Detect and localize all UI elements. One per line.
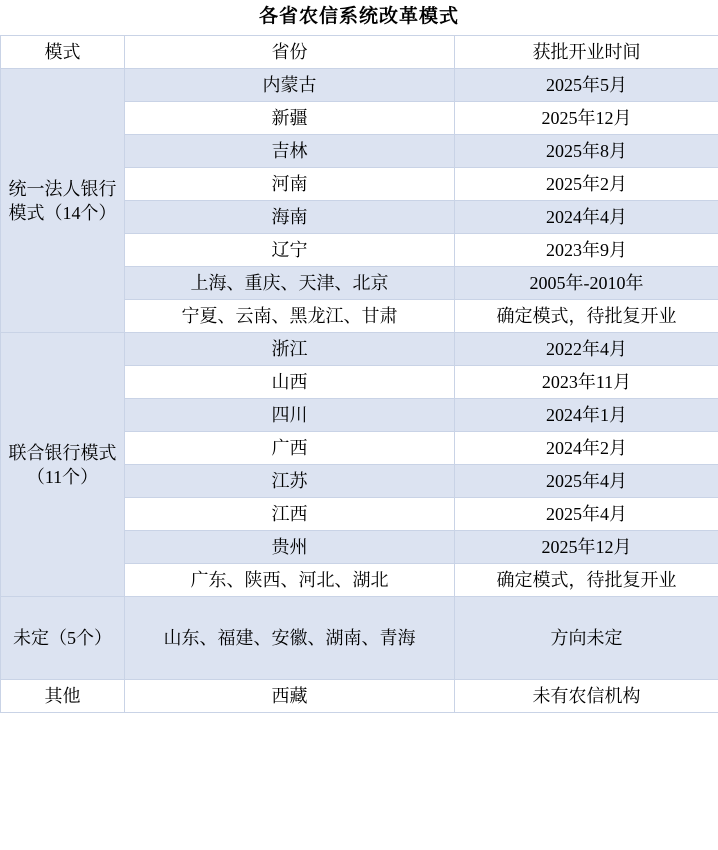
cell-province: 山西 bbox=[125, 366, 455, 399]
cell-province: 广东、陕西、河北、湖北 bbox=[125, 564, 455, 597]
cell-province: 山东、福建、安徽、湖南、青海 bbox=[125, 597, 455, 680]
cell-province: 海南 bbox=[125, 201, 455, 234]
group-label-union-bank: 联合银行模式（11个） bbox=[1, 333, 125, 597]
cell-time: 2005年-2010年 bbox=[455, 267, 718, 300]
cell-time: 2024年1月 bbox=[455, 399, 718, 432]
cell-time: 2025年12月 bbox=[455, 531, 718, 564]
cell-time: 未有农信机构 bbox=[455, 680, 718, 713]
cell-province: 贵州 bbox=[125, 531, 455, 564]
cell-province: 辽宁 bbox=[125, 234, 455, 267]
cell-province: 江西 bbox=[125, 498, 455, 531]
cell-time: 2025年8月 bbox=[455, 135, 718, 168]
table-row bbox=[1, 597, 718, 680]
cell-time: 2025年12月 bbox=[455, 102, 718, 135]
group-label-unified-legal-person: 统一法人银行模式（14个） bbox=[1, 69, 125, 333]
column-header-time: 获批开业时间 bbox=[455, 36, 718, 69]
cell-time: 2025年5月 bbox=[455, 69, 718, 102]
cell-time: 确定模式，待批复开业 bbox=[455, 300, 718, 333]
cell-province: 四川 bbox=[125, 399, 455, 432]
cell-time: 2025年4月 bbox=[455, 465, 718, 498]
table-row bbox=[1, 69, 718, 102]
group-label-other: 其他 bbox=[1, 680, 125, 713]
cell-time: 2023年11月 bbox=[455, 366, 718, 399]
cell-province: 新疆 bbox=[125, 102, 455, 135]
page-title: 各省农信系统改革模式 bbox=[258, 6, 459, 27]
cell-province: 宁夏、云南、黑龙江、甘肃 bbox=[125, 300, 455, 333]
table-row bbox=[1, 680, 718, 713]
cell-province: 上海、重庆、天津、北京 bbox=[125, 267, 455, 300]
cell-province: 浙江 bbox=[125, 333, 455, 366]
cell-province: 广西 bbox=[125, 432, 455, 465]
cell-time: 2025年2月 bbox=[455, 168, 718, 201]
table-header-row bbox=[1, 36, 718, 69]
cell-time: 2023年9月 bbox=[455, 234, 718, 267]
cell-province: 河南 bbox=[125, 168, 455, 201]
cell-province: 西藏 bbox=[125, 680, 455, 713]
cell-time: 2022年4月 bbox=[455, 333, 718, 366]
column-header-province: 省份 bbox=[125, 36, 455, 69]
cell-time: 2024年4月 bbox=[455, 201, 718, 234]
cell-province: 吉林 bbox=[125, 135, 455, 168]
cell-time: 方向未定 bbox=[455, 597, 718, 680]
cell-time: 确定模式，待批复开业 bbox=[455, 564, 718, 597]
column-header-mode: 模式 bbox=[1, 36, 125, 69]
table-row bbox=[1, 333, 718, 366]
cell-province: 江苏 bbox=[125, 465, 455, 498]
cell-province: 内蒙古 bbox=[125, 69, 455, 102]
reform-mode-table bbox=[0, 35, 718, 713]
group-label-undecided: 未定（5个） bbox=[1, 597, 125, 680]
cell-time: 2024年2月 bbox=[455, 432, 718, 465]
cell-time: 2025年4月 bbox=[455, 498, 718, 531]
